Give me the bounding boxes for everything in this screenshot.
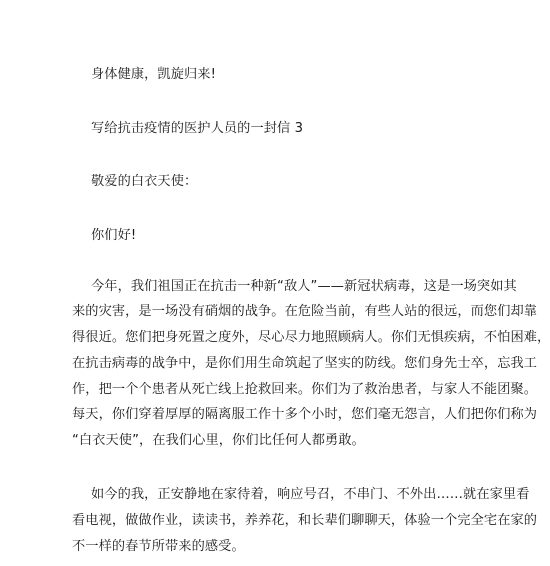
paragraph2-line: 如今的我，正安静地在家待着，响应号召，不串门、不外出……就在家里看	[91, 487, 530, 502]
paragraph1-line: 作，把一个个患者从死亡线上抢救回来。你们为了救治患者，与家人不能团聚。	[72, 382, 538, 397]
paragraph2-line: 看电视，做做作业，读读书，养养花，和长辈们聊聊天，体验一个完全宅在家的	[72, 513, 538, 528]
greeting: 你们好!	[91, 228, 137, 243]
salutation: 敬爱的白衣天使：	[91, 174, 198, 189]
closing-line: 身体健康，凯旋归来!	[91, 67, 216, 82]
paragraph1-line: 今年，我们祖国正在抗击一种新“敌人”——新冠状病毒，这是一场突如其	[91, 279, 517, 294]
paragraph2-line: 不一样的春节所带来的感受。	[72, 539, 245, 554]
paragraph1-line: 来的灾害，是一场没有硝烟的战争。在危险当前，有些人站的很远，而您们却靠	[72, 304, 538, 319]
paragraph1-line: 在抗击病毒的战争中，是你们用生命筑起了坚实的防线。您们身先士卒，忘我工	[72, 356, 538, 371]
letter-title: 写给抗击疫情的医护人员的一封信 3	[91, 121, 304, 136]
paragraph1-line: 每天，你们穿着厚厚的隔离服工作十多个小时，您们毫无怨言，人们把你们称为	[72, 407, 538, 422]
paragraph1-line: “白衣天使”，在我们心里，你们比任何人都勇敢。	[72, 433, 365, 448]
paragraph1-line: 得很近。您们把身死置之度外，尽心尽力地照顾病人。你们无惧疾病，不怕困难，	[72, 330, 550, 345]
